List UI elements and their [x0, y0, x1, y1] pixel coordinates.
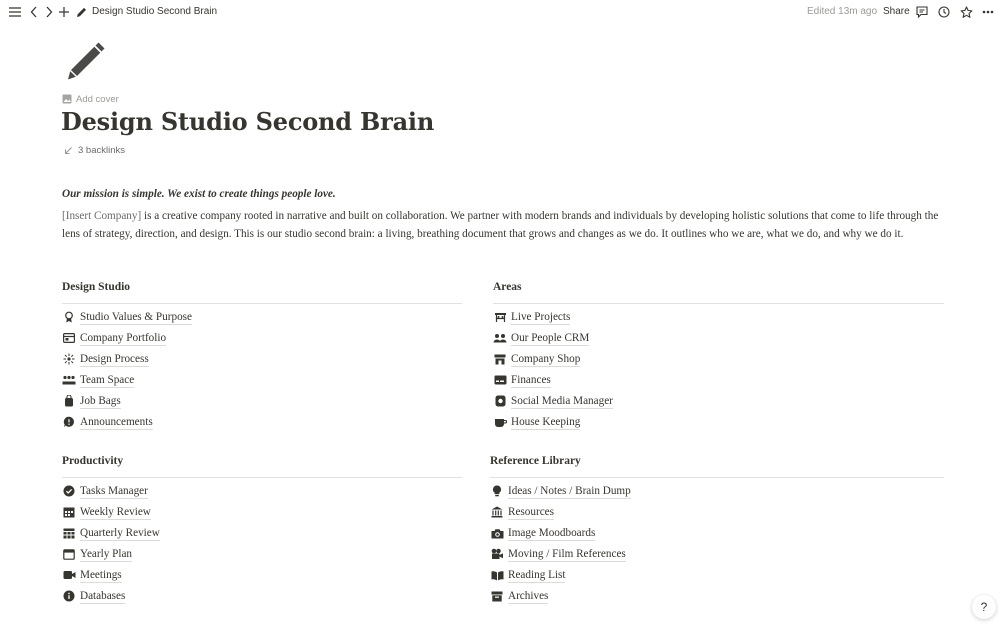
section-design-studio: [62, 279, 130, 295]
back-icon[interactable]: [28, 4, 40, 20]
link-weekly-review[interactable]: Weekly Review: [62, 503, 151, 521]
link-company-portfolio[interactable]: Company Portfolio: [62, 329, 166, 347]
link-resources[interactable]: Resources: [490, 503, 554, 521]
archive-icon: [490, 589, 504, 603]
link-yearly-plan[interactable]: Yearly Plan: [62, 545, 132, 563]
link-team-space[interactable]: Team Space: [62, 371, 134, 389]
page-title[interactable]: Design Studio Second Brain: [61, 107, 435, 136]
lightbulb-icon: [490, 484, 504, 498]
more-options-icon[interactable]: [981, 4, 995, 20]
pencil-icon: [75, 4, 87, 20]
film-camera-icon: [490, 547, 504, 561]
backlinks-button[interactable]: [64, 143, 125, 157]
backlink-arrow-icon: [64, 146, 73, 155]
link-studio-values[interactable]: Studio Values & Purpose: [62, 308, 192, 326]
link-announcements[interactable]: Announcements: [62, 413, 153, 431]
link-design-process[interactable]: Design Process: [62, 350, 149, 368]
shop-icon: [493, 352, 507, 366]
mission-statement: Our mission is simple. We exist to create things people love.: [62, 188, 336, 200]
link-image-moodboards[interactable]: Image Moodboards: [490, 524, 595, 542]
link-tasks-manager[interactable]: Tasks Manager: [62, 482, 148, 500]
help-button[interactable]: ?: [972, 595, 996, 619]
video-icon: [62, 568, 76, 582]
sidebar-menu-icon[interactable]: [8, 4, 22, 20]
announcement-icon: [62, 415, 76, 429]
housekeeping-icon: [493, 415, 507, 429]
divider: [62, 303, 462, 304]
favorite-star-icon[interactable]: [959, 4, 973, 20]
finance-icon: [493, 373, 507, 387]
bag-icon: [62, 394, 76, 408]
link-finances[interactable]: Finances: [493, 371, 551, 389]
section-heading: Productivity: [62, 455, 124, 467]
section-productivity: [62, 453, 123, 469]
calendar-week-icon: [62, 505, 76, 519]
divider: [62, 477, 462, 478]
page-pencil-icon[interactable]: [62, 38, 112, 84]
section-areas: [493, 279, 522, 295]
breadcrumb[interactable]: Design Studio Second Brain: [92, 6, 218, 17]
link-quarterly-review[interactable]: Quarterly Review: [62, 524, 160, 542]
section-heading: Areas: [493, 281, 522, 293]
add-cover-label: Add cover: [76, 93, 119, 105]
divider: [493, 303, 944, 304]
link-house-keeping[interactable]: House Keeping: [493, 413, 580, 431]
section-reference-library: [490, 453, 581, 469]
new-page-icon[interactable]: [58, 4, 70, 20]
divider: [490, 477, 944, 478]
company-placeholder: [Insert Company]: [62, 210, 142, 222]
backlinks-label: 3 backlinks: [78, 144, 125, 156]
intro-paragraph: [62, 208, 947, 243]
award-icon: [62, 310, 76, 324]
sparkle-icon: [62, 352, 76, 366]
team-icon: [62, 373, 76, 387]
link-people-crm[interactable]: Our People CRM: [493, 329, 589, 347]
link-company-shop[interactable]: Company Shop: [493, 350, 580, 368]
link-social-media[interactable]: Social Media Manager: [493, 392, 613, 410]
intro-body: is a creative company rooted in narrative and built on collaboration. We partner with modern brands and individuals by developing holistic solutions that come to life through the lens of strategy, direction, and design. This is our studio second brain: a living, breathing document that grows and changes as we do. It outlines who we are, what we do, and why we do it.: [62, 210, 939, 240]
book-icon: [490, 568, 504, 582]
image-icon: [62, 94, 72, 104]
link-archives[interactable]: Archives: [490, 587, 548, 605]
calendar-grid-icon: [62, 526, 76, 540]
link-reading-list[interactable]: Reading List: [490, 566, 565, 584]
social-icon: [493, 394, 507, 408]
section-heading: Design Studio: [62, 281, 131, 293]
link-film-references[interactable]: Moving / Film References: [490, 545, 626, 563]
calendar-icon: [62, 547, 76, 561]
link-ideas-notes[interactable]: Ideas / Notes / Brain Dump: [490, 482, 631, 500]
portfolio-icon: [62, 331, 76, 345]
projects-icon: [493, 310, 507, 324]
history-icon[interactable]: [937, 4, 951, 20]
edited-timestamp: Edited 13m ago: [807, 6, 878, 17]
bank-icon: [490, 505, 504, 519]
check-circle-icon: [62, 484, 76, 498]
link-databases[interactable]: Databases: [62, 587, 125, 605]
section-heading: Reference Library: [490, 455, 581, 467]
people-icon: [493, 331, 507, 345]
forward-icon[interactable]: [43, 4, 55, 20]
info-icon: [62, 589, 76, 603]
camera-icon: [490, 526, 504, 540]
top-bar: [0, 0, 1005, 24]
comments-icon[interactable]: [915, 4, 929, 20]
link-meetings[interactable]: Meetings: [62, 566, 122, 584]
link-job-bags[interactable]: Job Bags: [62, 392, 121, 410]
link-live-projects[interactable]: Live Projects: [493, 308, 570, 326]
share-button[interactable]: Share: [883, 6, 910, 17]
